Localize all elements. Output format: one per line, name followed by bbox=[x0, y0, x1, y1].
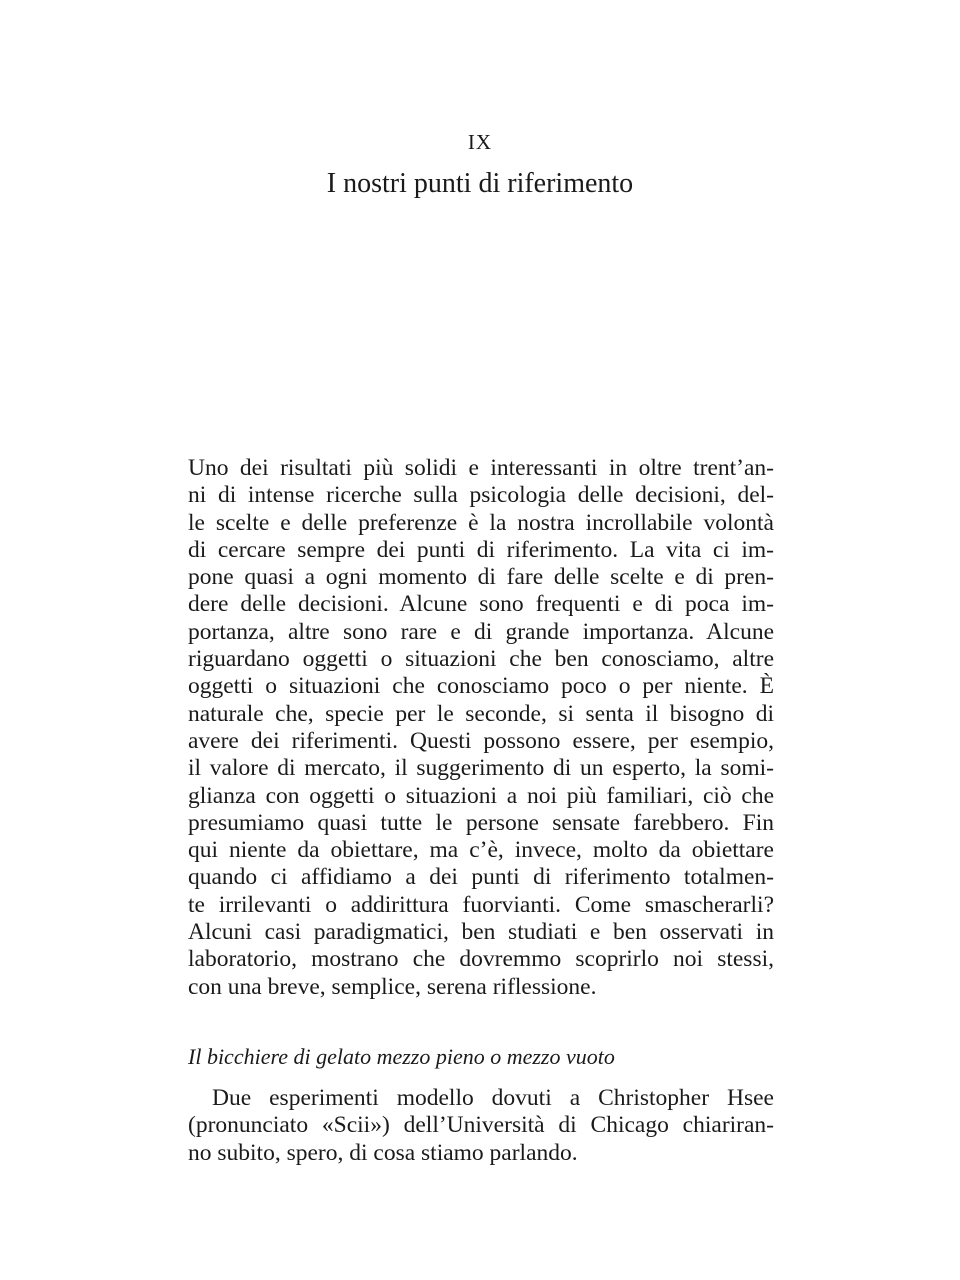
paragraph-line: Uno dei risultati più solidi e interessanti in oltre trent’an- bbox=[188, 455, 774, 481]
paragraph-line: dere delle decisioni. Alcune sono frequenti e di poca im- bbox=[188, 591, 774, 618]
paragraph-line: portanza, altre sono rare e di grande importanza. Alcune bbox=[188, 618, 774, 645]
paragraph-1 bbox=[188, 455, 774, 1001]
paragraph-line: avere dei riferimenti. Questi possono essere, per esempio, bbox=[188, 727, 774, 754]
paragraph-line: Alcuni casi paradigmatici, ben studiati e ben osservati in bbox=[188, 919, 774, 946]
chapter-title: I nostri punti di riferimento bbox=[326, 168, 634, 199]
paragraph-line: il valore di mercato, il suggerimento di un esperto, la somi- bbox=[188, 755, 774, 782]
paragraph-line: le scelte e delle preferenze è la nostra incrollabile volontà bbox=[188, 509, 774, 536]
paragraph-line: riguardano oggetti o situazioni che ben conosciamo, altre bbox=[188, 646, 774, 673]
paragraph-line: con una breve, semplice, serena riflessione. bbox=[188, 973, 597, 1000]
paragraph-line: oggetti o situazioni che conosciamo poco o per niente. È bbox=[188, 673, 774, 700]
paragraph-line: glianza con oggetti o situazioni a noi più familiari, ciò che bbox=[188, 782, 774, 809]
paragraph-line: quando ci affidiamo a dei punti di riferimento totalmen- bbox=[188, 864, 774, 891]
paragraph-line: ni di intense ricerche sulla psicologia delle decisioni, del- bbox=[188, 482, 774, 509]
paragraph-line: naturale che, specie per le seconde, si senta il bisogno di bbox=[188, 700, 774, 727]
paragraph-line: Due esperimenti modello dovuti a Christopher Hsee bbox=[212, 1085, 774, 1111]
paragraph-line: te irrilevanti o addirittura fuorvianti. Come smascherarli? bbox=[188, 891, 774, 918]
paragraph-line: no subito, spero, di cosa stiamo parlando. bbox=[188, 1139, 578, 1166]
paragraph-line: pone quasi a ogni momento di fare delle scelte e di pren- bbox=[188, 564, 774, 591]
paragraph-line: laboratorio, mostrano che dovremmo scoprirlo noi stessi, bbox=[188, 946, 774, 973]
paragraph-line: qui niente da obiettare, ma c’è, invece, molto da obiettare bbox=[188, 837, 774, 864]
paragraph-line: di cercare sempre dei punti di riferimento. La vita ci im- bbox=[188, 536, 774, 563]
paragraph-2 bbox=[188, 1085, 774, 1167]
paragraph-line: presumiamo quasi tutte le persone sensate farebbero. Fin bbox=[188, 809, 774, 836]
chapter-number: IX bbox=[467, 130, 493, 154]
paragraph-line: (pronunciato «Scii») dell’Università di Chicago chiariran- bbox=[188, 1112, 774, 1139]
section-heading: Il bicchiere di gelato mezzo pieno o mezzo vuoto bbox=[188, 1044, 615, 1069]
